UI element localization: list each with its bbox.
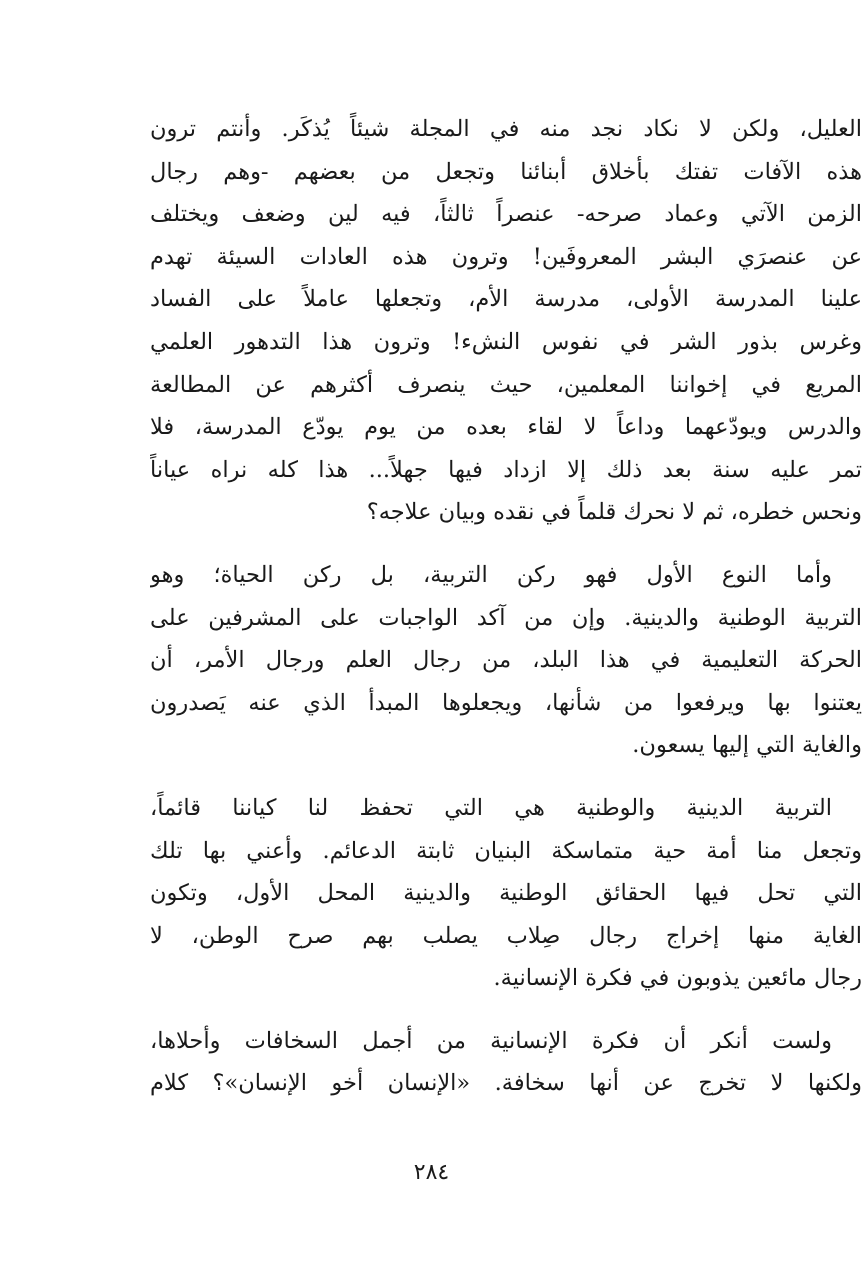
paragraph-3 — [150, 787, 862, 1000]
text-line: رجال مائعين يذوبون في فكرة الإنسانية. — [493, 965, 862, 992]
text-line: وتجعل منا أمة حية متماسكة البنيان ثابتة الدعائم. وأعني بها تلك — [150, 837, 862, 864]
text-line: ولكنها لا تخرج عن أنها سخافة. «الإنسان أخو الإنسان»؟ كلام — [150, 1070, 862, 1097]
text-line: المريع في إخواننا المعلمين، حيث ينصرف أكثرهم عن المطالعة — [150, 371, 862, 398]
paragraph-gap — [150, 767, 862, 787]
paragraph-1 — [150, 108, 862, 534]
text-line: الغاية منها إخراج رجال صِلاب يصلب بهم صرح الوطن، لا — [150, 922, 862, 949]
paragraph-4 — [150, 1020, 862, 1105]
text-line: عن عنصرَي البشر المعروفَين! وترون هذه العادات السيئة تهدم — [150, 243, 862, 270]
text-line: والغاية التي إليها يسعون. — [632, 732, 862, 759]
text-line: العليل، ولكن لا نكاد نجد منه في المجلة شيئاً يُذكَر. وأنتم ترون — [150, 116, 862, 142]
text-line: هذه الآفات تفتك بأخلاق أبنائنا وتجعل من بعضهم -وهم رجال — [150, 158, 862, 185]
text-line: التربية الوطنية والدينية. وإن من آكد الواجبات على المشرفين على — [150, 604, 862, 631]
text-line: الحركة التعليمية في هذا البلد، من رجال العلم ورجال الأمر، أن — [150, 647, 862, 674]
text-line: الزمن الآتي وعماد صرحه- عنصراً ثالثاً، فيه لين وضعف ويختلف — [150, 201, 862, 228]
page-number: ٢٨٤ — [413, 1160, 450, 1185]
text-line: وأما النوع الأول فهو ركن التربية، بل ركن الحياة؛ وهو — [150, 561, 832, 588]
text-line: ونحس خطره، ثم لا نحرك قلماً في نقده وبيان علاجه؟ — [366, 499, 862, 526]
text-line: تمر عليه سنة بعد ذلك إلا ازداد فيها جهلاً... هذا كله نراه عياناً — [150, 456, 862, 483]
text-line: والدرس ويودّعهما وداعاً لا لقاء بعده من يوم يودّع المدرسة، فلا — [150, 414, 862, 441]
paragraph-2 — [150, 554, 862, 767]
paragraph-gap — [150, 1000, 862, 1020]
text-line: يعتنوا بها ويرفعوا من شأنها، ويجعلوها المبدأ الذي عنه يَصدرون — [150, 689, 862, 716]
paragraph-gap — [150, 534, 862, 554]
text-line: التربية الدينية والوطنية هي التي تحفظ لنا كياننا قائماً، — [150, 794, 832, 821]
text-line: علينا المدرسة الأولى، مدرسة الأم، وتجعلها عاملاً على الفساد — [150, 286, 862, 313]
text-line: ولست أنكر أن فكرة الإنسانية من أجمل السخافات وأحلاها، — [150, 1027, 832, 1054]
body-text — [150, 108, 862, 1105]
text-line: التي تحل فيها الحقائق الوطنية والدينية المحل الأول، وتكون — [150, 880, 862, 907]
text-line: وغرس بذور الشر في نفوس النشء! وترون هذا التدهور العلمي — [150, 328, 862, 355]
